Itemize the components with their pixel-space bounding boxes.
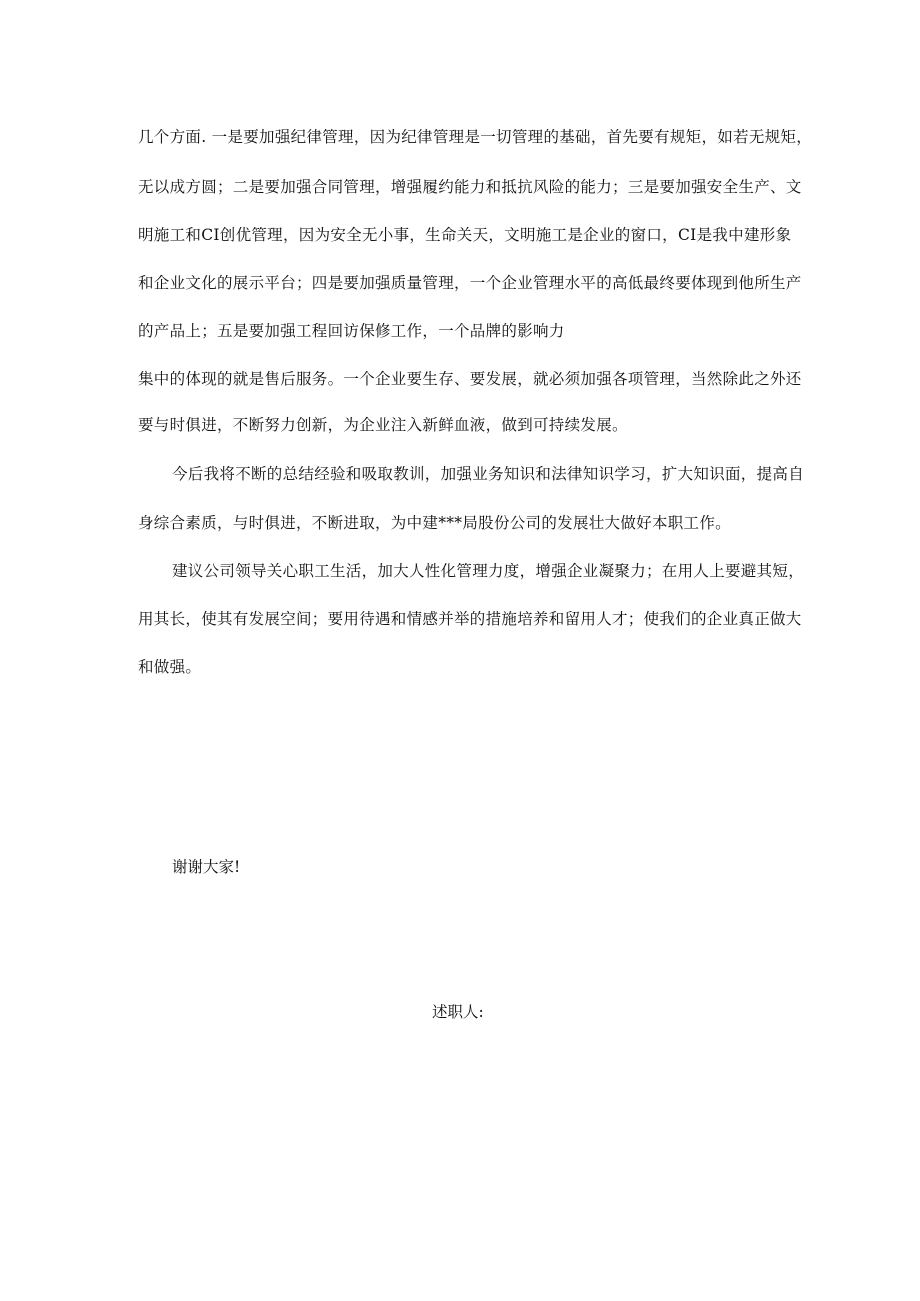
signature-label: 述职人: [432,1003,484,1021]
paragraph-1-line-3: 明施工和CI创优管理，因为安全无小事，生命关天，文明施工是企业的窗口，CI是我中建形象 [138,226,792,244]
paragraph-2-line-1: 今后我将不断的总结经验和吸取教训，加强业务知识和法律知识学习，扩大知识面，提高自 [172,465,805,483]
paragraph-3-line-1: 建议公司领导关心职工生活，加大人性化管理力度，增强企业凝聚力；在用人上要避其短， [172,562,805,580]
paragraph-1-line-7: 要与时俱进，不断努力创新，为企业注入新鲜血液，做到可持续发展。 [138,416,628,434]
paragraph-1-line-4: 和企业文化的展示平台；四是要加强质量管理，一个企业管理水平的高低最终要体现到他所生产 [138,274,802,292]
paragraph-3-line-3: 和做强。 [138,658,202,676]
paragraph-1-line-1: 几个方面. 一是要加强纪律管理，因为纪律管理是一切管理的基础，首先要有规矩，如若无规矩， [138,128,813,146]
paragraph-1-line-2: 无以成方圆；二是要加强合同管理，增强履约能力和抵抗风险的能力；三是要加强安全生产、文 [138,178,802,196]
paragraph-1-line-5: 的产品上；五是要加强工程回访保修工作，一个品牌的影响力 [138,322,565,340]
paragraph-3-line-2: 用其长，使其有发展空间；要用待遇和情感并举的措施培养和留用人才；使我们的企业真正做大 [138,610,802,628]
closing-thanks: 谢谢大家! [172,858,241,876]
paragraph-1-line-6: 集中的体现的就是售后服务。一个企业要生存、要发展，就必须加强各项管理，当然除此之外还 [138,370,802,388]
paragraph-2-line-2: 身综合素质，与时俱进，不断进取，为中建***局股份公司的发展壮大做好本职工作。 [138,514,731,532]
